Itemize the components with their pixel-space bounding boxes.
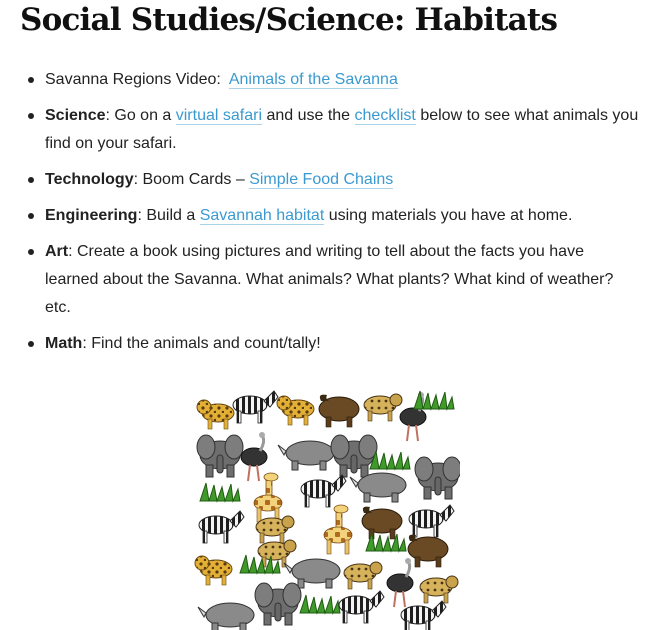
grass-icon (366, 533, 406, 551)
item-text: : Find the animals and count/tally! (82, 335, 321, 352)
bullet-icon (28, 77, 34, 83)
item-text: : Boom Cards – (133, 171, 250, 188)
bullet-icon (28, 113, 34, 119)
bullet-icon (28, 249, 34, 255)
item-label-technology: Technology (45, 171, 134, 188)
savanna-animals-image (192, 383, 460, 630)
hyena-icon (344, 562, 382, 589)
item-text: and use the (262, 107, 355, 124)
checklist-link[interactable]: checklist (354, 107, 416, 124)
zebra-icon (339, 591, 384, 623)
elephant-icon (415, 457, 460, 499)
bullet-icon (28, 341, 34, 347)
rhino-icon (350, 473, 406, 502)
animals-of-savanna-link[interactable]: Animals of the Savanna (228, 71, 398, 88)
cheetah-icon (195, 556, 232, 585)
zebra-icon (401, 601, 446, 630)
hyena-icon (256, 516, 294, 543)
bullet-icon (28, 213, 34, 219)
savanna-animals-illustration (192, 383, 460, 630)
grass-icon (370, 451, 410, 469)
hyena-icon (364, 394, 402, 421)
page-heading: Social Studies/Science: Habitats (20, 2, 558, 38)
list-item-engineering (0, 202, 661, 230)
item-text: below to see what animals you find on your safari. (45, 107, 639, 152)
item-label-math: Math (45, 335, 83, 352)
virtual-safari-link[interactable]: virtual safari (175, 107, 262, 124)
buffalo-icon (362, 507, 402, 539)
list-item-science (0, 102, 661, 158)
ostrich-icon (400, 392, 426, 441)
item-text: Savanna Regions Video: (45, 71, 229, 88)
list-item-art (0, 238, 661, 322)
grass-icon (300, 595, 340, 613)
buffalo-icon (408, 535, 448, 567)
cheetah-icon (277, 396, 314, 425)
hyena-icon (420, 576, 458, 603)
zebra-icon (301, 475, 346, 507)
rhino-icon (198, 603, 254, 630)
ostrich-icon (241, 432, 267, 481)
simple-food-chains-link[interactable]: Simple Food Chains (249, 171, 394, 188)
rhino-icon (278, 441, 334, 470)
giraffe-icon (324, 505, 352, 554)
savannah-habitat-link[interactable]: Savannah habitat (199, 207, 325, 224)
elephant-icon (331, 435, 377, 477)
bullet-icon (28, 177, 34, 183)
elephant-icon (197, 435, 243, 477)
buffalo-icon (319, 395, 359, 427)
grass-icon (414, 391, 454, 409)
item-label-art: Art (45, 243, 69, 260)
activity-list (0, 66, 661, 366)
list-item-technology (0, 166, 661, 194)
zebra-icon (233, 391, 278, 423)
cheetah-icon (197, 400, 234, 429)
zebra-icon (199, 511, 244, 543)
item-text: : Go on a (105, 107, 176, 124)
ostrich-icon (387, 558, 413, 607)
zebra-icon (409, 505, 454, 537)
list-item-math (0, 330, 661, 358)
item-text: using materials you have at home. (324, 207, 573, 224)
grass-icon (200, 483, 240, 501)
elephant-icon (255, 583, 301, 625)
item-label-engineering: Engineering (45, 207, 138, 224)
item-label-science: Science (45, 107, 106, 124)
item-text: : Create a book using pictures and writing to tell about the facts you have learned about the Savanna. What animals? What plants? What kind of weather? etc. (45, 243, 614, 316)
list-item-video (0, 66, 661, 94)
item-text: : Build a (137, 207, 200, 224)
